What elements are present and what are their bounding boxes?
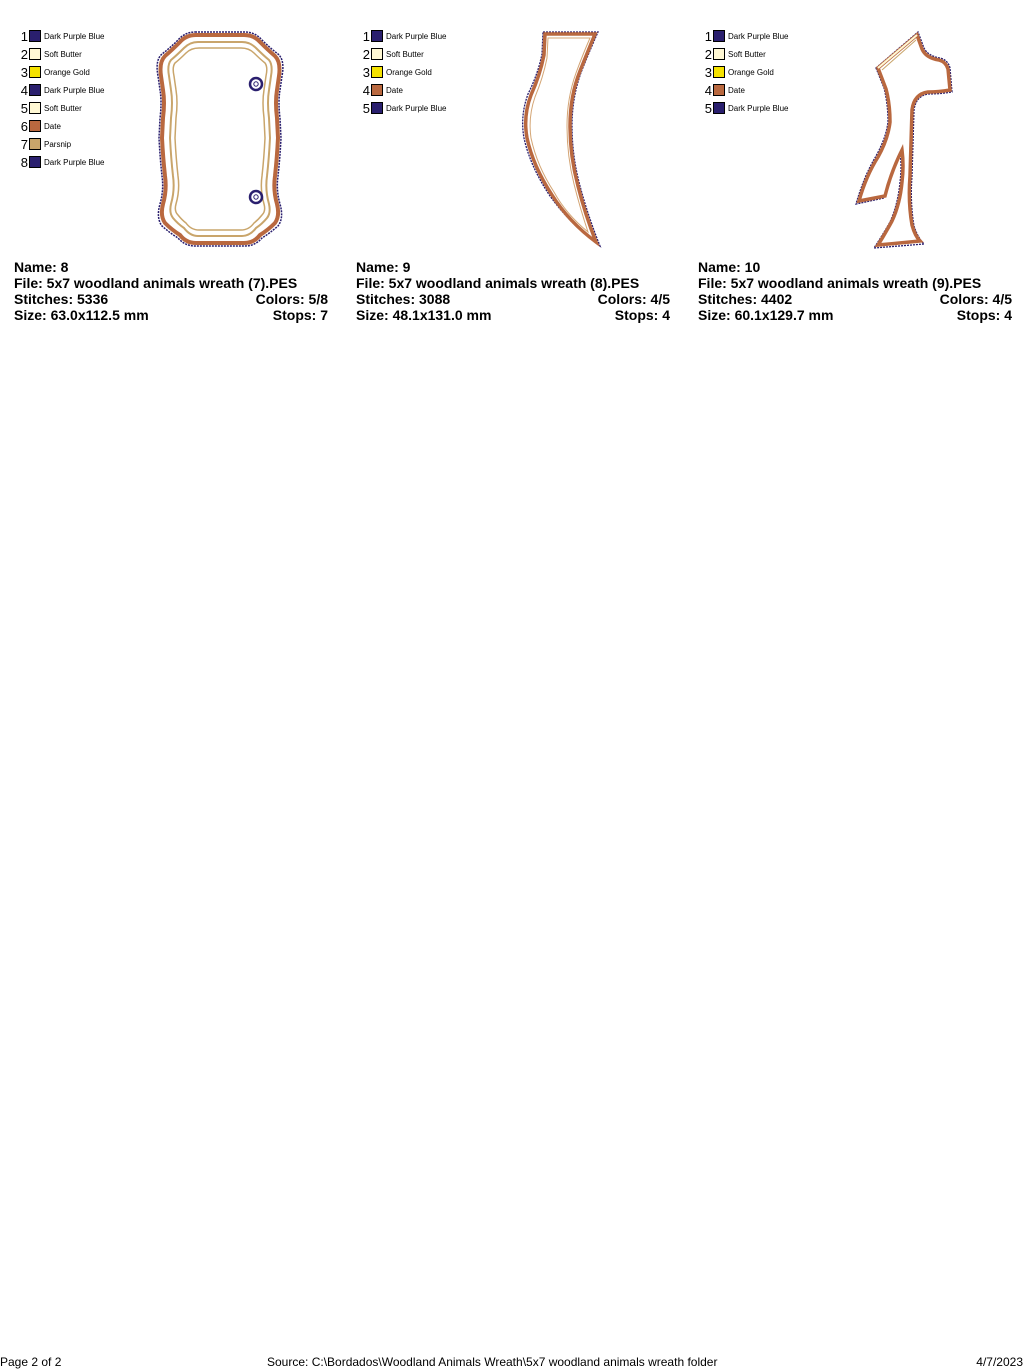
- legend-row: [18, 45, 104, 63]
- thread-color-name: Soft Butter: [44, 49, 82, 59]
- legend-row: [18, 99, 104, 117]
- design-colors: Colors: 4/5: [939, 291, 1012, 307]
- legend-row: [702, 81, 788, 99]
- design-name: Name: 10: [698, 259, 761, 275]
- design-colors: Colors: 5/8: [255, 291, 328, 307]
- color-swatch: [713, 102, 725, 114]
- legend-number: 4: [20, 82, 28, 98]
- legend-row: [18, 81, 104, 99]
- thread-color-name: Orange Gold: [386, 67, 432, 77]
- design-card-9: [342, 0, 682, 330]
- legend-number: 2: [704, 46, 712, 62]
- thread-color-name: Dark Purple Blue: [44, 31, 105, 41]
- design-file: File: 5x7 woodland animals wreath (8).PES: [356, 275, 640, 291]
- design-card-8: [0, 0, 340, 330]
- legend-row: [360, 27, 446, 45]
- design-info: [356, 259, 670, 323]
- legend-number: 5: [362, 100, 370, 116]
- legend-row: [18, 27, 104, 45]
- thread-color-legend: [360, 27, 446, 117]
- design-name: Name: 8: [14, 259, 69, 275]
- legend-row: [360, 81, 446, 99]
- legend-row: [18, 135, 104, 153]
- design-name: Name: 9: [356, 259, 411, 275]
- thread-color-name: Soft Butter: [44, 103, 82, 113]
- color-swatch: [29, 84, 41, 96]
- design-size: Size: 48.1x131.0 mm: [356, 307, 492, 323]
- legend-row: [702, 99, 788, 117]
- legend-number: 3: [20, 64, 28, 80]
- legend-number: 1: [20, 28, 28, 44]
- legend-number: 1: [704, 28, 712, 44]
- legend-number: 5: [20, 100, 28, 116]
- color-swatch: [713, 66, 725, 78]
- legend-row: [18, 153, 104, 171]
- thread-color-name: Orange Gold: [44, 67, 90, 77]
- color-swatch: [371, 48, 383, 60]
- thread-color-name: Parsnip: [44, 139, 72, 149]
- thread-color-name: Soft Butter: [386, 49, 424, 59]
- thread-color-name: Date: [728, 85, 745, 95]
- thread-color-name: Dark Purple Blue: [44, 157, 105, 167]
- design-preview-plaque: [150, 28, 290, 250]
- design-stitches: Stitches: 4402: [698, 291, 793, 307]
- legend-row: [360, 99, 446, 117]
- thread-color-name: Date: [386, 85, 403, 95]
- print-date: 4/7/2023: [976, 1355, 1023, 1369]
- design-file: File: 5x7 woodland animals wreath (9).PES: [698, 275, 982, 291]
- color-swatch: [371, 66, 383, 78]
- color-swatch: [713, 84, 725, 96]
- legend-number: 2: [20, 46, 28, 62]
- color-swatch: [371, 84, 383, 96]
- legend-row: [702, 63, 788, 81]
- legend-number: 2: [362, 46, 370, 62]
- color-swatch: [29, 156, 41, 168]
- thread-color-name: Orange Gold: [728, 67, 774, 77]
- thread-color-name: Dark Purple Blue: [386, 103, 447, 113]
- color-swatch: [713, 48, 725, 60]
- design-size: Size: 60.1x129.7 mm: [698, 307, 834, 323]
- color-swatch: [29, 102, 41, 114]
- legend-number: 3: [704, 64, 712, 80]
- design-stitches: Stitches: 3088: [356, 291, 451, 307]
- legend-row: [702, 45, 788, 63]
- legend-number: 8: [20, 154, 28, 170]
- legend-row: [18, 117, 104, 135]
- legend-number: 1: [362, 28, 370, 44]
- thread-color-name: Dark Purple Blue: [386, 31, 447, 41]
- color-swatch: [371, 30, 383, 42]
- legend-row: [18, 63, 104, 81]
- color-swatch: [371, 102, 383, 114]
- thread-color-name: Date: [44, 121, 61, 131]
- thread-color-name: Dark Purple Blue: [728, 103, 789, 113]
- legend-row: [702, 27, 788, 45]
- design-colors: Colors: 4/5: [597, 291, 670, 307]
- design-card-10: [684, 0, 1024, 330]
- legend-number: 4: [362, 82, 370, 98]
- thread-color-legend: [702, 27, 788, 117]
- design-stops: Stops: 7: [272, 307, 328, 323]
- design-preview-branch: [844, 26, 964, 252]
- design-stitches: Stitches: 5336: [14, 291, 109, 307]
- legend-number: 7: [20, 136, 28, 152]
- legend-number: 6: [20, 118, 28, 134]
- color-swatch: [29, 138, 41, 150]
- design-file: File: 5x7 woodland animals wreath (7).PES: [14, 275, 298, 291]
- legend-number: 3: [362, 64, 370, 80]
- color-swatch: [29, 30, 41, 42]
- thread-color-name: Dark Purple Blue: [44, 85, 105, 95]
- color-swatch: [29, 120, 41, 132]
- source-path: Source: C:\Bordados\Woodland Animals Wreath\5x7 woodland animals wreath folder: [267, 1355, 718, 1369]
- color-swatch: [29, 66, 41, 78]
- page-number: Page 2 of 2: [0, 1355, 62, 1369]
- thread-color-name: Dark Purple Blue: [728, 31, 789, 41]
- color-swatch: [713, 30, 725, 42]
- design-size: Size: 63.0x112.5 mm: [14, 307, 149, 323]
- color-swatch: [29, 48, 41, 60]
- design-info: [698, 259, 1012, 323]
- design-info: [14, 259, 328, 323]
- legend-row: [360, 45, 446, 63]
- legend-number: 4: [704, 82, 712, 98]
- design-stops: Stops: 4: [614, 307, 670, 323]
- legend-number: 5: [704, 100, 712, 116]
- design-stops: Stops: 4: [956, 307, 1012, 323]
- thread-color-name: Soft Butter: [728, 49, 766, 59]
- design-preview-tusk: [510, 26, 620, 252]
- legend-row: [360, 63, 446, 81]
- thread-color-legend: [18, 27, 104, 171]
